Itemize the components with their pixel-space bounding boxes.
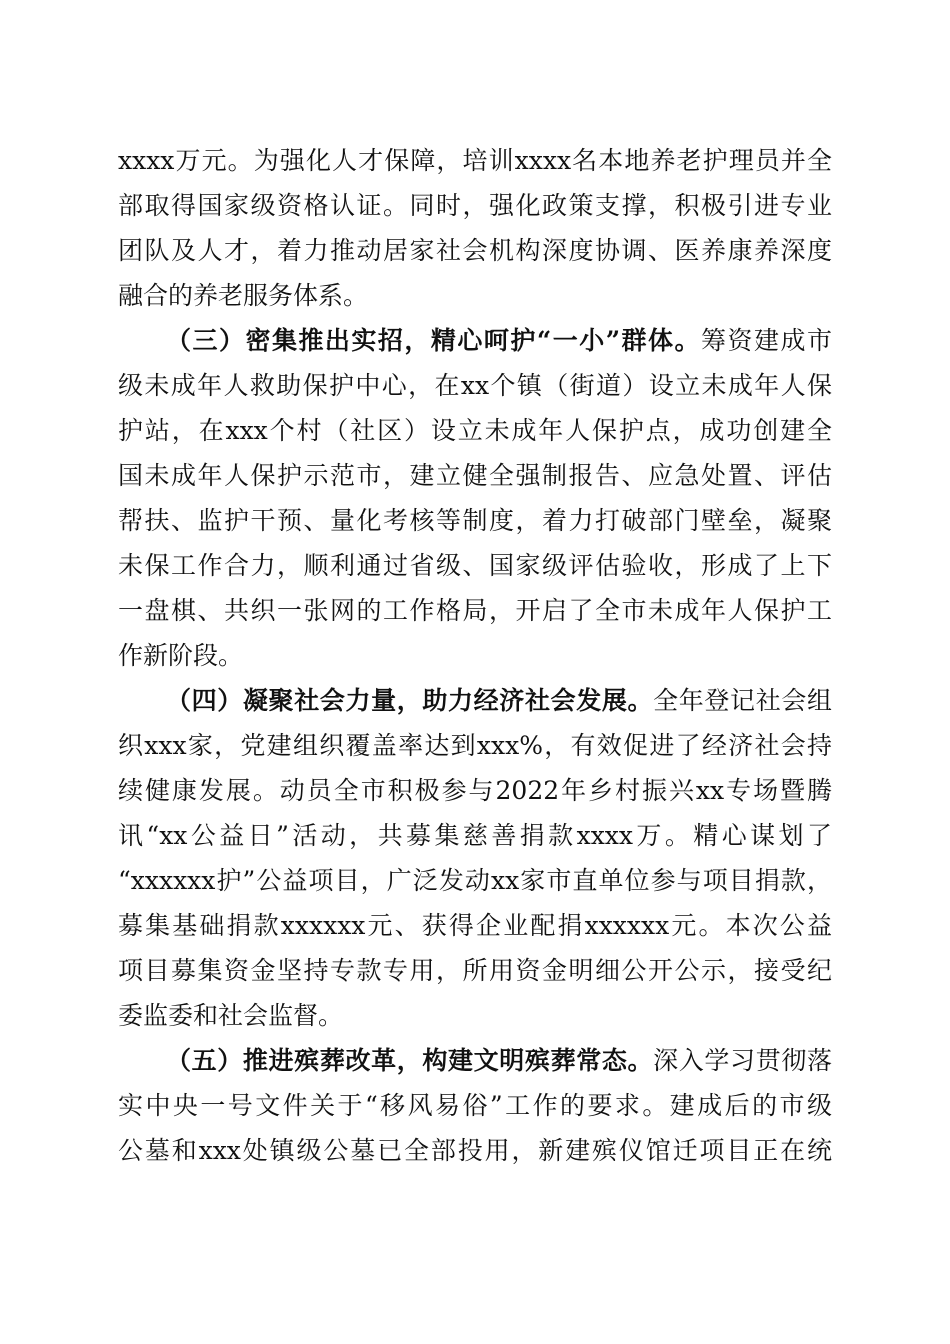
text-line: 护站，在xxx个村（社区）设立未成年人保护点，成功创建全 — [118, 416, 832, 445]
text-line: xxxx万元。为强化人才保障，培训xxxx名本地养老护理员并全 — [118, 146, 832, 175]
text-line: 续健康发展。动员全市积极参与2022年乡村振兴xx专场暨腾 — [118, 776, 832, 805]
paragraph-2 — [118, 318, 832, 678]
text-line: 讯“xx公益日”活动，共募集慈善捐款xxxx万。精心谋划了 — [118, 821, 832, 850]
heading-line-rest: 筹资建成市 — [701, 326, 832, 355]
text-line: 国未成年人保护示范市，建立健全强制报告、应急处置、评估 — [118, 461, 832, 490]
text-line — [118, 1038, 832, 1083]
heading-line-rest: 全年登记社会组 — [653, 686, 832, 715]
text-line: 委监委和社会监督。 — [118, 1001, 344, 1030]
text-line: 实中央一号文件关于“移风易俗”工作的要求。建成后的市级 — [118, 1091, 832, 1120]
text-line: 织xxx家，党建组织覆盖率达到xxx%，有效促进了经济社会持 — [118, 731, 832, 760]
text-line — [118, 318, 832, 363]
text-line: “xxxxxx护”公益项目，广泛发动xx家市直单位参与项目捐款， — [118, 866, 832, 895]
text-line: 级未成年人救助保护中心，在xx个镇（街道）设立未成年人保 — [118, 371, 832, 400]
text-line: 未保工作合力，顺利通过省级、国家级评估验收，形成了上下 — [118, 551, 832, 580]
text-line: 公墓和xxx处镇级公墓已全部投用，新建殡仪馆迁项目正在统 — [118, 1136, 832, 1165]
heading-line-rest: 深入学习贯彻落 — [653, 1046, 832, 1075]
text-line: 项目募集资金坚持专款专用，所用资金明细公开公示，接受纪 — [118, 956, 832, 985]
text-line: 帮扶、监护干预、量化考核等制度，着力打破部门壁垒，凝聚 — [118, 506, 832, 535]
section-heading-3: （三）密集推出实招，精心呵护“一小”群体。 — [166, 326, 702, 355]
section-heading-4: （四）凝聚社会力量，助力经济社会发展。 — [166, 686, 654, 715]
text-line: 部取得国家级资格认证。同时，强化政策支撑，积极引进专业 — [118, 191, 832, 220]
document-body — [118, 138, 832, 1173]
text-line: 融合的养老服务体系。 — [118, 281, 369, 310]
text-line: 一盘棋、共织一张网的工作格局，开启了全市未成年人保护工 — [118, 596, 832, 625]
paragraph-3 — [118, 678, 832, 1038]
text-line: 团队及人才，着力推动居家社会机构深度协调、医养康养深度 — [118, 236, 832, 265]
text-line: 作新阶段。 — [118, 641, 244, 670]
text-line — [118, 678, 832, 723]
paragraph-4 — [118, 1038, 832, 1173]
section-heading-5: （五）推进殡葬改革，构建文明殡葬常态。 — [166, 1046, 654, 1075]
paragraph-1 — [118, 138, 832, 318]
text-line: 募集基础捐款xxxxxx元、获得企业配捐xxxxxx元。本次公益 — [118, 911, 832, 940]
